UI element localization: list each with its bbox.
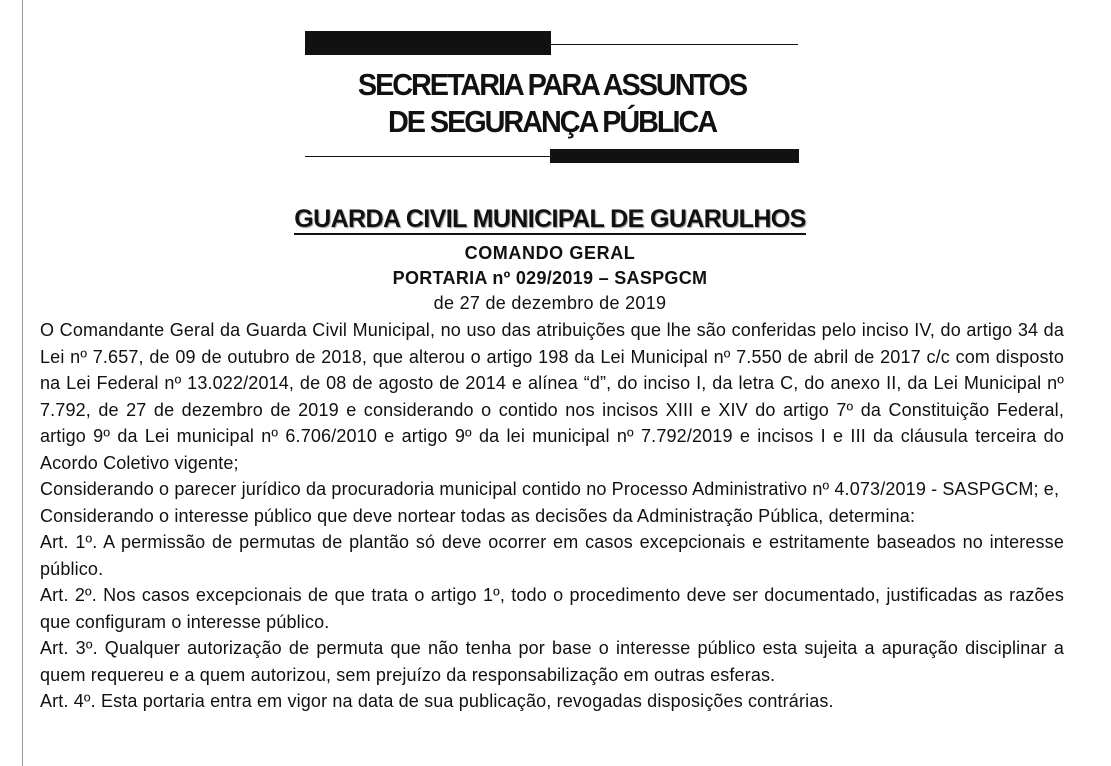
article-3: Art. 3º. Qualquer autorização de permuta que não tenha por base o interesse público esta sujeita a apuração disciplinar a quem requereu e a quem autorizou, sem prejuízo da responsabilização em outras esferas. (40, 638, 1064, 685)
preamble-paragraph: O Comandante Geral da Guarda Civil Municipal, no uso das atribuições que lhe são conferidas pelo inciso IV, do artigo 34 da Lei nº 7.657, de 09 de outubro de 2018, que alterou o artigo 198 da Lei Municipal nº 7.550 de abril de 2017 c/c com disposto na Lei Federal nº 13.022/2014, de 08 de agosto de 2014 e alínea “d”, do inciso I, da letra C, do anexo II, da Lei Municipal nº 7.792, de 27 de dezembro de 2019 e considerando o contido nos incisos XIII e XIV do artigo 7º da Constituição Federal, artigo 9º da Lei municipal nº 6.706/2010 e artigo 9º da lei municipal nº 7.792/2019 e incisos I e III da cláusula terceira do Acordo Coletivo vigente; (40, 320, 1064, 473)
organization-heading (250, 203, 850, 235)
organization-name: GUARDA CIVIL MUNICIPAL DE GUARULHOS (294, 205, 806, 233)
header-bottom-bar (550, 149, 799, 163)
article-2: Art. 2º. Nos casos excepcionais de que trata o artigo 1º, todo o procedimento deve ser documentado, justificadas as razões que configuram o interesse público. (40, 585, 1064, 632)
section-title-line-2: DE SEGURANÇA PÚBLICA (387, 104, 717, 139)
ordinance-body (40, 317, 1064, 715)
page-left-border (22, 0, 23, 766)
article-1: Art. 1º. A permissão de permutas de plantão só deve ocorrer em casos excepcionais e estritamente baseados no interesse público. (40, 532, 1064, 579)
header-top-bar (305, 31, 551, 55)
header-bottom-rule (305, 156, 550, 157)
section-title-line-1: SECRETARIA PARA ASSUNTOS (357, 67, 747, 102)
consideration-public-interest: Considerando o interesse público que deve nortear todas as decisões da Administração Pública, determina: (40, 505, 916, 526)
ordinance-number: PORTARIA nº 029/2019 – SASPGCM (392, 268, 708, 288)
consideration-legal-opinion: Considerando o parecer jurídico da procuradoria municipal contido no Processo Administrativo nº 4.073/2019 - SASPGCM; e, (40, 479, 1060, 499)
section-title (322, 66, 781, 140)
department-heading: COMANDO GERAL (464, 243, 636, 263)
ordinance-date: de 27 de dezembro de 2019 (433, 293, 667, 313)
article-4: Art. 4º. Esta portaria entra em vigor na data de sua publicação, revogadas disposições contrárias. (40, 691, 834, 711)
header-top-rule (551, 44, 798, 45)
